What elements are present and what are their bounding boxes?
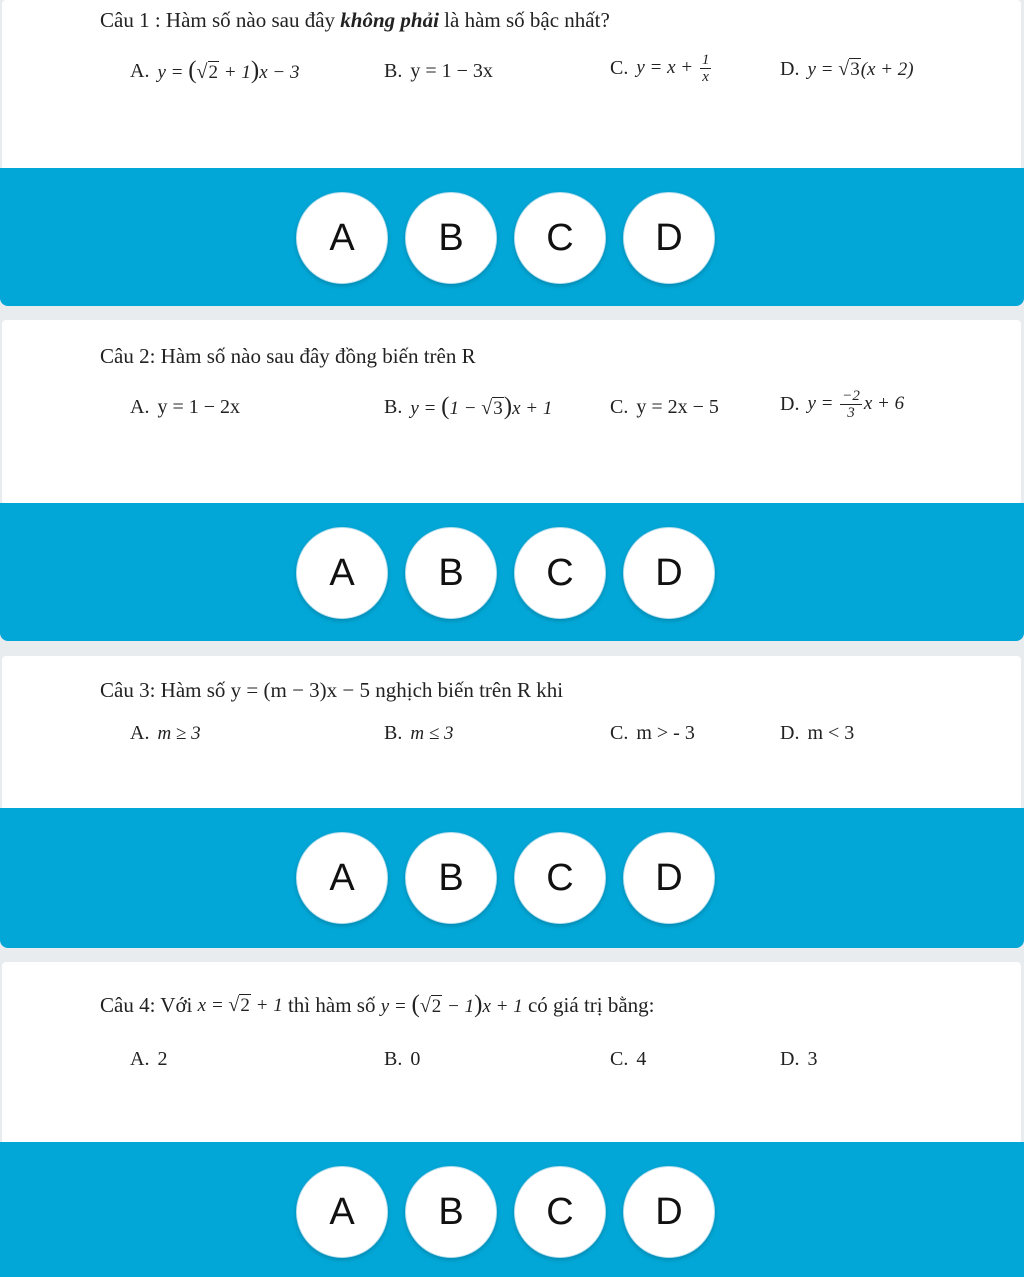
answer-button-d[interactable]: D: [623, 832, 715, 924]
option-1-a: A. y = ( √ 2 + 1)x − 3: [130, 57, 300, 84]
option-3-d: D. m < 3: [780, 722, 855, 744]
answer-band-1: [0, 168, 1024, 306]
answer-button-b[interactable]: B: [405, 527, 497, 619]
option-1-a-formula: y = ( √ 2 + 1)x − 3: [157, 57, 300, 84]
answer-button-c[interactable]: C: [514, 1166, 606, 1258]
answer-button-a[interactable]: A: [296, 1166, 388, 1258]
option-2-c: C. y = 2x − 5: [610, 396, 719, 418]
option-4-d: D. 3: [780, 1048, 818, 1070]
answer-button-a[interactable]: A: [296, 192, 388, 284]
answer-button-c[interactable]: C: [514, 527, 606, 619]
answer-button-b[interactable]: B: [405, 192, 497, 284]
question-text-1: Câu 1 : Hàm số nào sau đây không phải là hàm số bậc nhất?: [100, 8, 610, 32]
answer-button-b[interactable]: B: [405, 832, 497, 924]
question-text-3: Câu 3: Hàm số y = (m − 3)x − 5 nghịch biến trên R khi: [100, 678, 564, 702]
option-1-d: D. y = √ 3 (x + 2): [780, 58, 914, 80]
option-3-a: A. m ≥ 3: [130, 722, 201, 744]
answer-button-d[interactable]: D: [623, 192, 715, 284]
question-card-3: [2, 656, 1021, 810]
answer-button-a[interactable]: A: [296, 832, 388, 924]
answer-button-d[interactable]: D: [623, 1166, 715, 1258]
answer-band-2: [0, 503, 1024, 641]
option-1-c: C. y = x + $\frac{1}{x}$: [610, 52, 710, 85]
question-text-2: Câu 2: Hàm số nào sau đây đồng biến trên R: [100, 344, 476, 368]
question-text-4: Câu 4: Với x = √ 2 + 1 thì hàm số y = ( √ 2 − 1)x + 1 có giá trị bằng:: [100, 991, 655, 1018]
answer-band-4: [0, 1142, 1024, 1277]
option-4-c: C. 4: [610, 1048, 647, 1070]
question-card-1: [2, 0, 1021, 170]
answer-button-a[interactable]: A: [296, 527, 388, 619]
option-2-a: A. y = 1 − 2x: [130, 396, 241, 418]
option-3-c: C. m > - 3: [610, 722, 695, 744]
option-2-d: D. y = $\frac{-2}{3}$ x + 6: [780, 388, 905, 421]
answer-band-3: [0, 808, 1024, 948]
option-3-b: B. m ≤ 3: [384, 722, 454, 744]
answer-button-d[interactable]: D: [623, 527, 715, 619]
question-card-4: [2, 962, 1021, 1144]
answer-button-b[interactable]: B: [405, 1166, 497, 1258]
question-card-2: [2, 320, 1021, 504]
answer-button-c[interactable]: C: [514, 832, 606, 924]
option-4-a: A. 2: [130, 1048, 168, 1070]
answer-button-c[interactable]: C: [514, 192, 606, 284]
option-1-b: B. y = 1 − 3x: [384, 60, 493, 82]
option-2-b: B. y = (1 − √ 3 )x + 1: [384, 393, 553, 420]
option-4-b: B. 0: [384, 1048, 421, 1070]
